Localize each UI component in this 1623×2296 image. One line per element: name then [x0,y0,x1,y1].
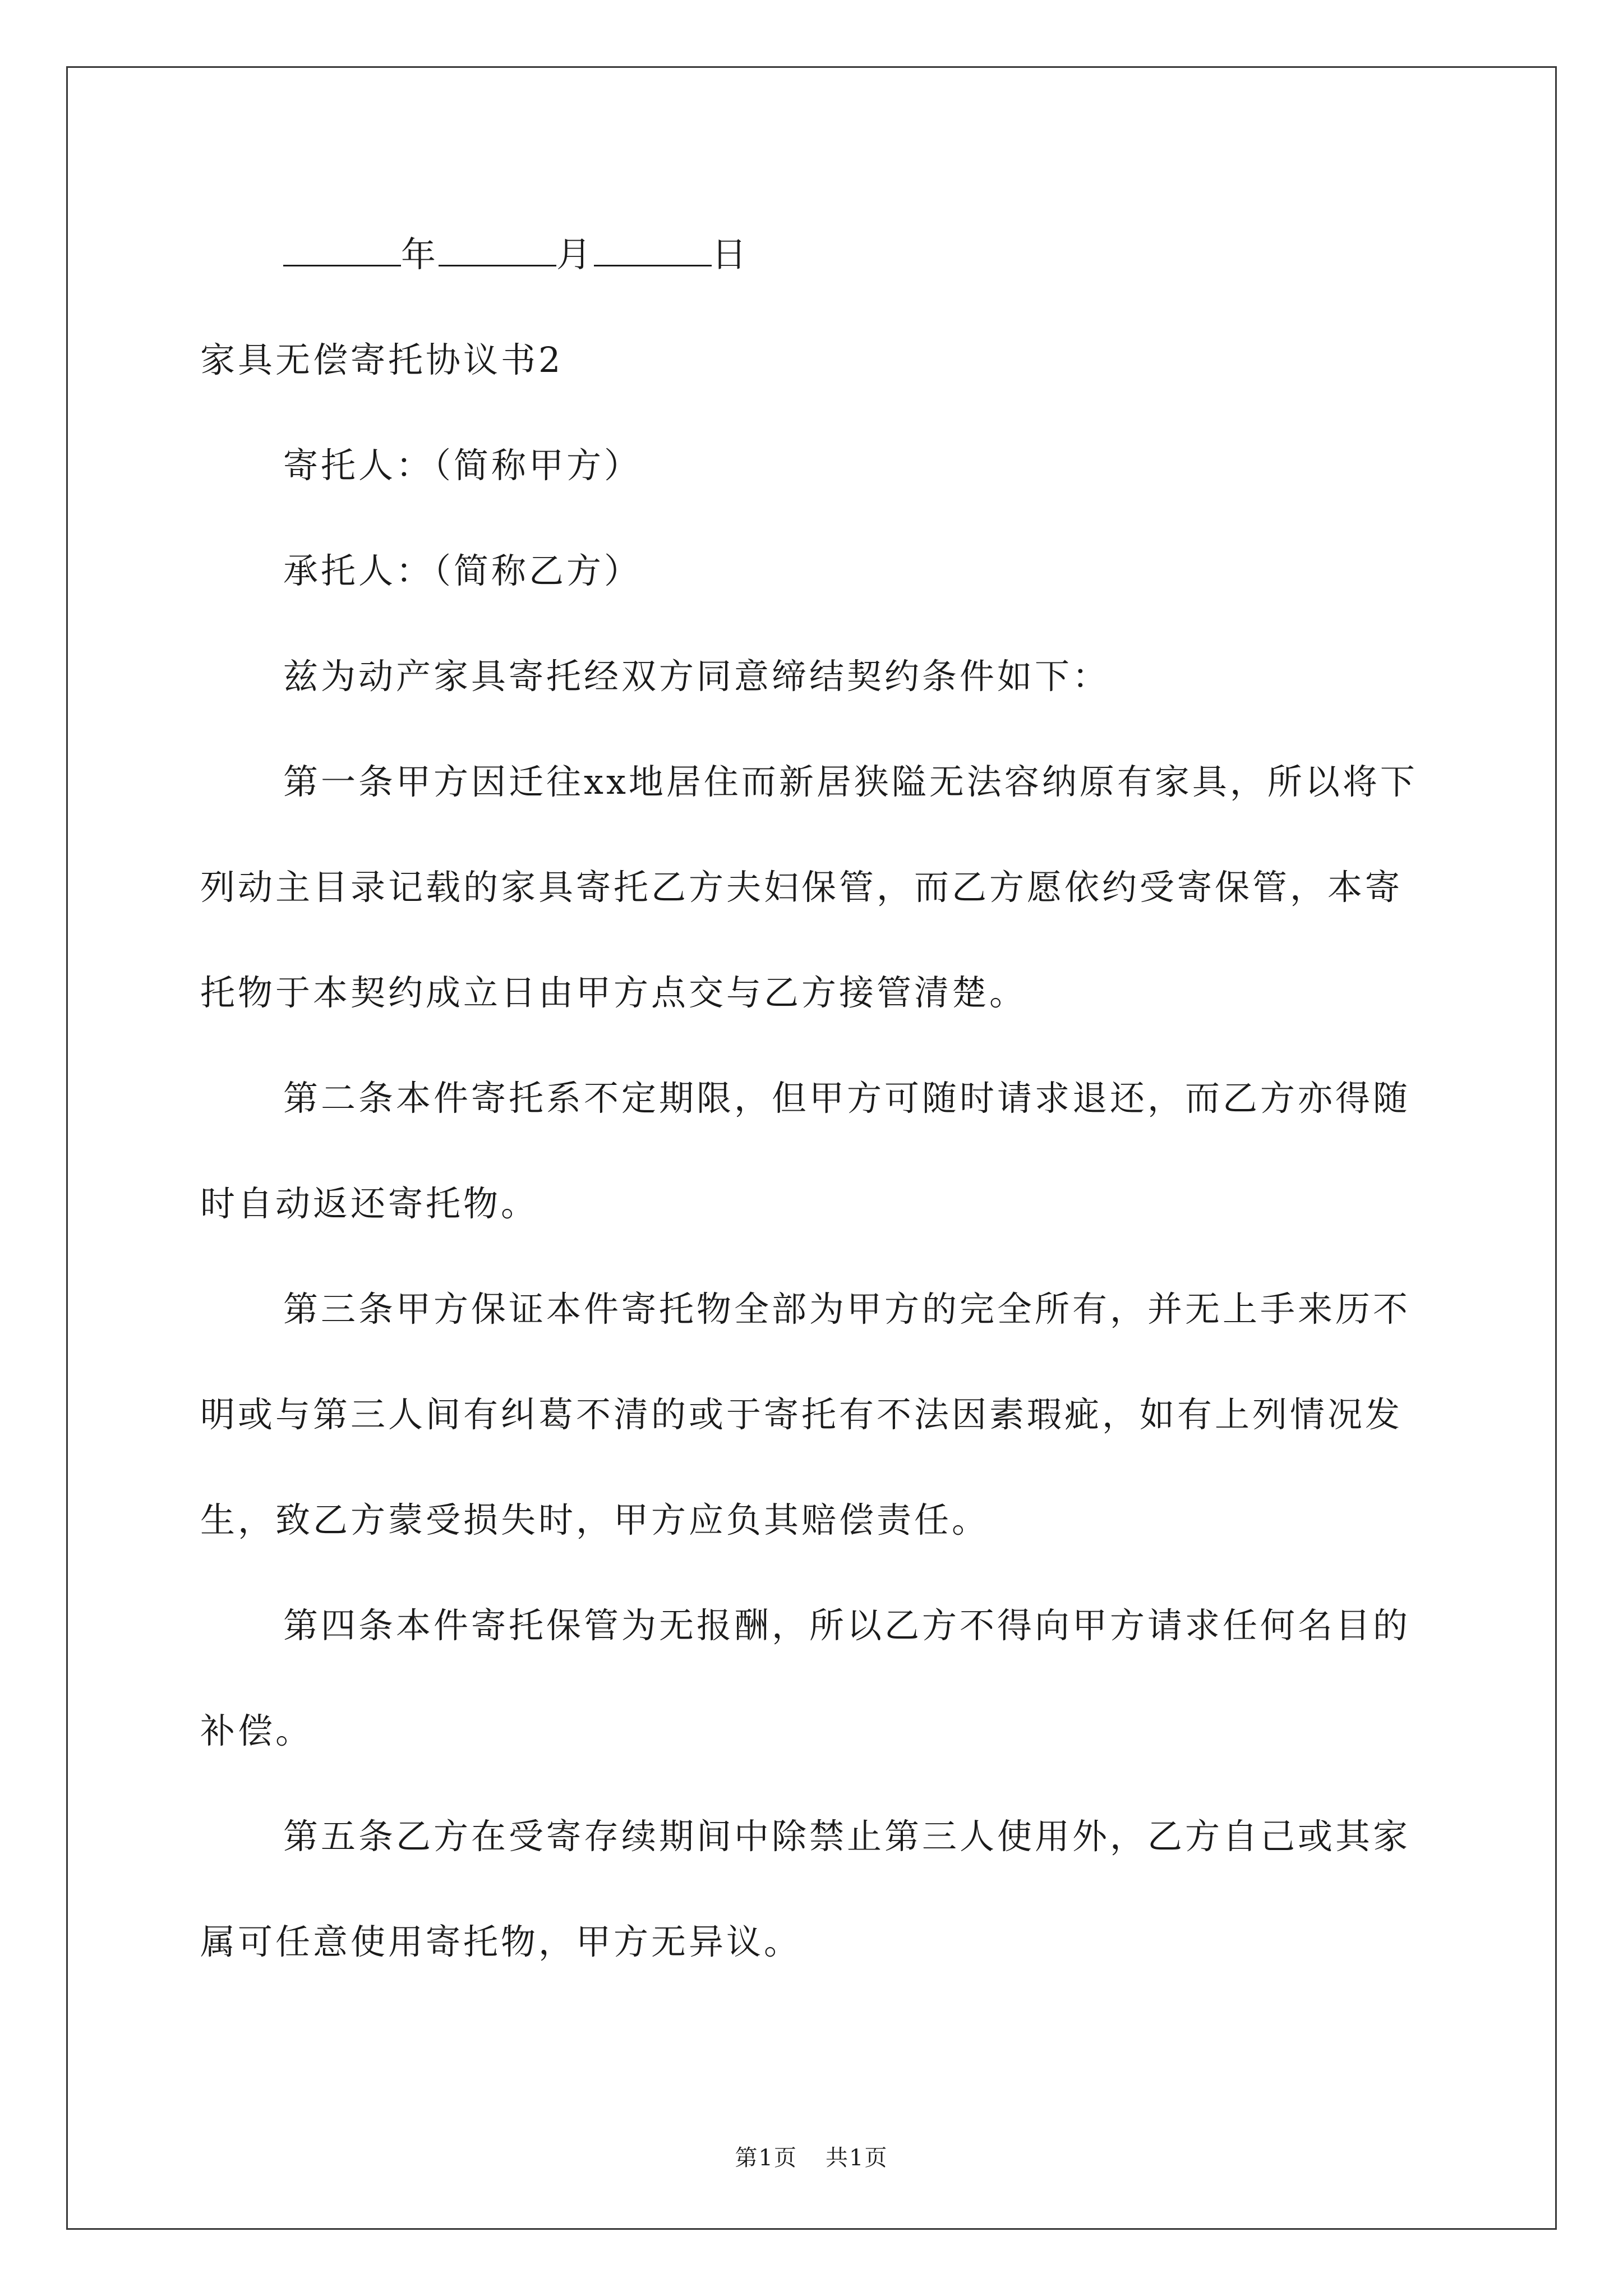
document-title: 家具无偿寄托协议书2 [200,339,564,380]
paragraph-article-1: 第一条甲方因迁往xx地居住而新居狭隘无法容纳原有家具，所以将下列动主目录记载的家具寄托乙方夫妇保管，而乙方愿依约受寄保管，本寄托物于本契约成立日由甲方点交与乙方接管清楚。 [200,761,1418,1013]
page-number-current: 第1页 [735,2145,797,2171]
day-label: 日 [712,234,750,275]
month-blank [439,236,556,266]
page-footer [0,2140,1623,2172]
paragraph-consignee: 承托人：（简称乙方） [283,550,642,591]
document-body [200,202,1434,1995]
page-number-total: 共1页 [826,2145,888,2171]
year-label: 年 [401,234,439,275]
paragraph-article-3: 第三条甲方保证本件寄托物全部为甲方的完全所有，并无上手来历不明或与第三人间有纠葛不清的或于寄托有不法因素瑕疵，如有上列情况发生，致乙方蒙受损失时，甲方应负其赔偿责任。 [200,1289,1411,1540]
paragraph-consignor: 寄托人：（简称甲方） [283,445,642,486]
year-blank [283,236,401,266]
month-label: 月 [556,234,594,275]
paragraph-article-5: 第五条乙方在受寄存续期间中除禁止第三人使用外，乙方自己或其家属可任意使用寄托物，甲方无异议。 [200,1816,1411,1962]
paragraph-article-4: 第四条本件寄托保管为无报酬，所以乙方不得向甲方请求任何名目的补偿。 [200,1605,1411,1751]
date-line [200,202,1434,307]
day-blank [594,236,712,266]
paragraph-article-2: 第二条本件寄托系不定期限，但甲方可随时请求退还，而乙方亦得随时自动返还寄托物。 [200,1078,1411,1224]
paragraph-preamble: 兹为动产家具寄托经双方同意缔结契约条件如下： [283,656,1110,697]
